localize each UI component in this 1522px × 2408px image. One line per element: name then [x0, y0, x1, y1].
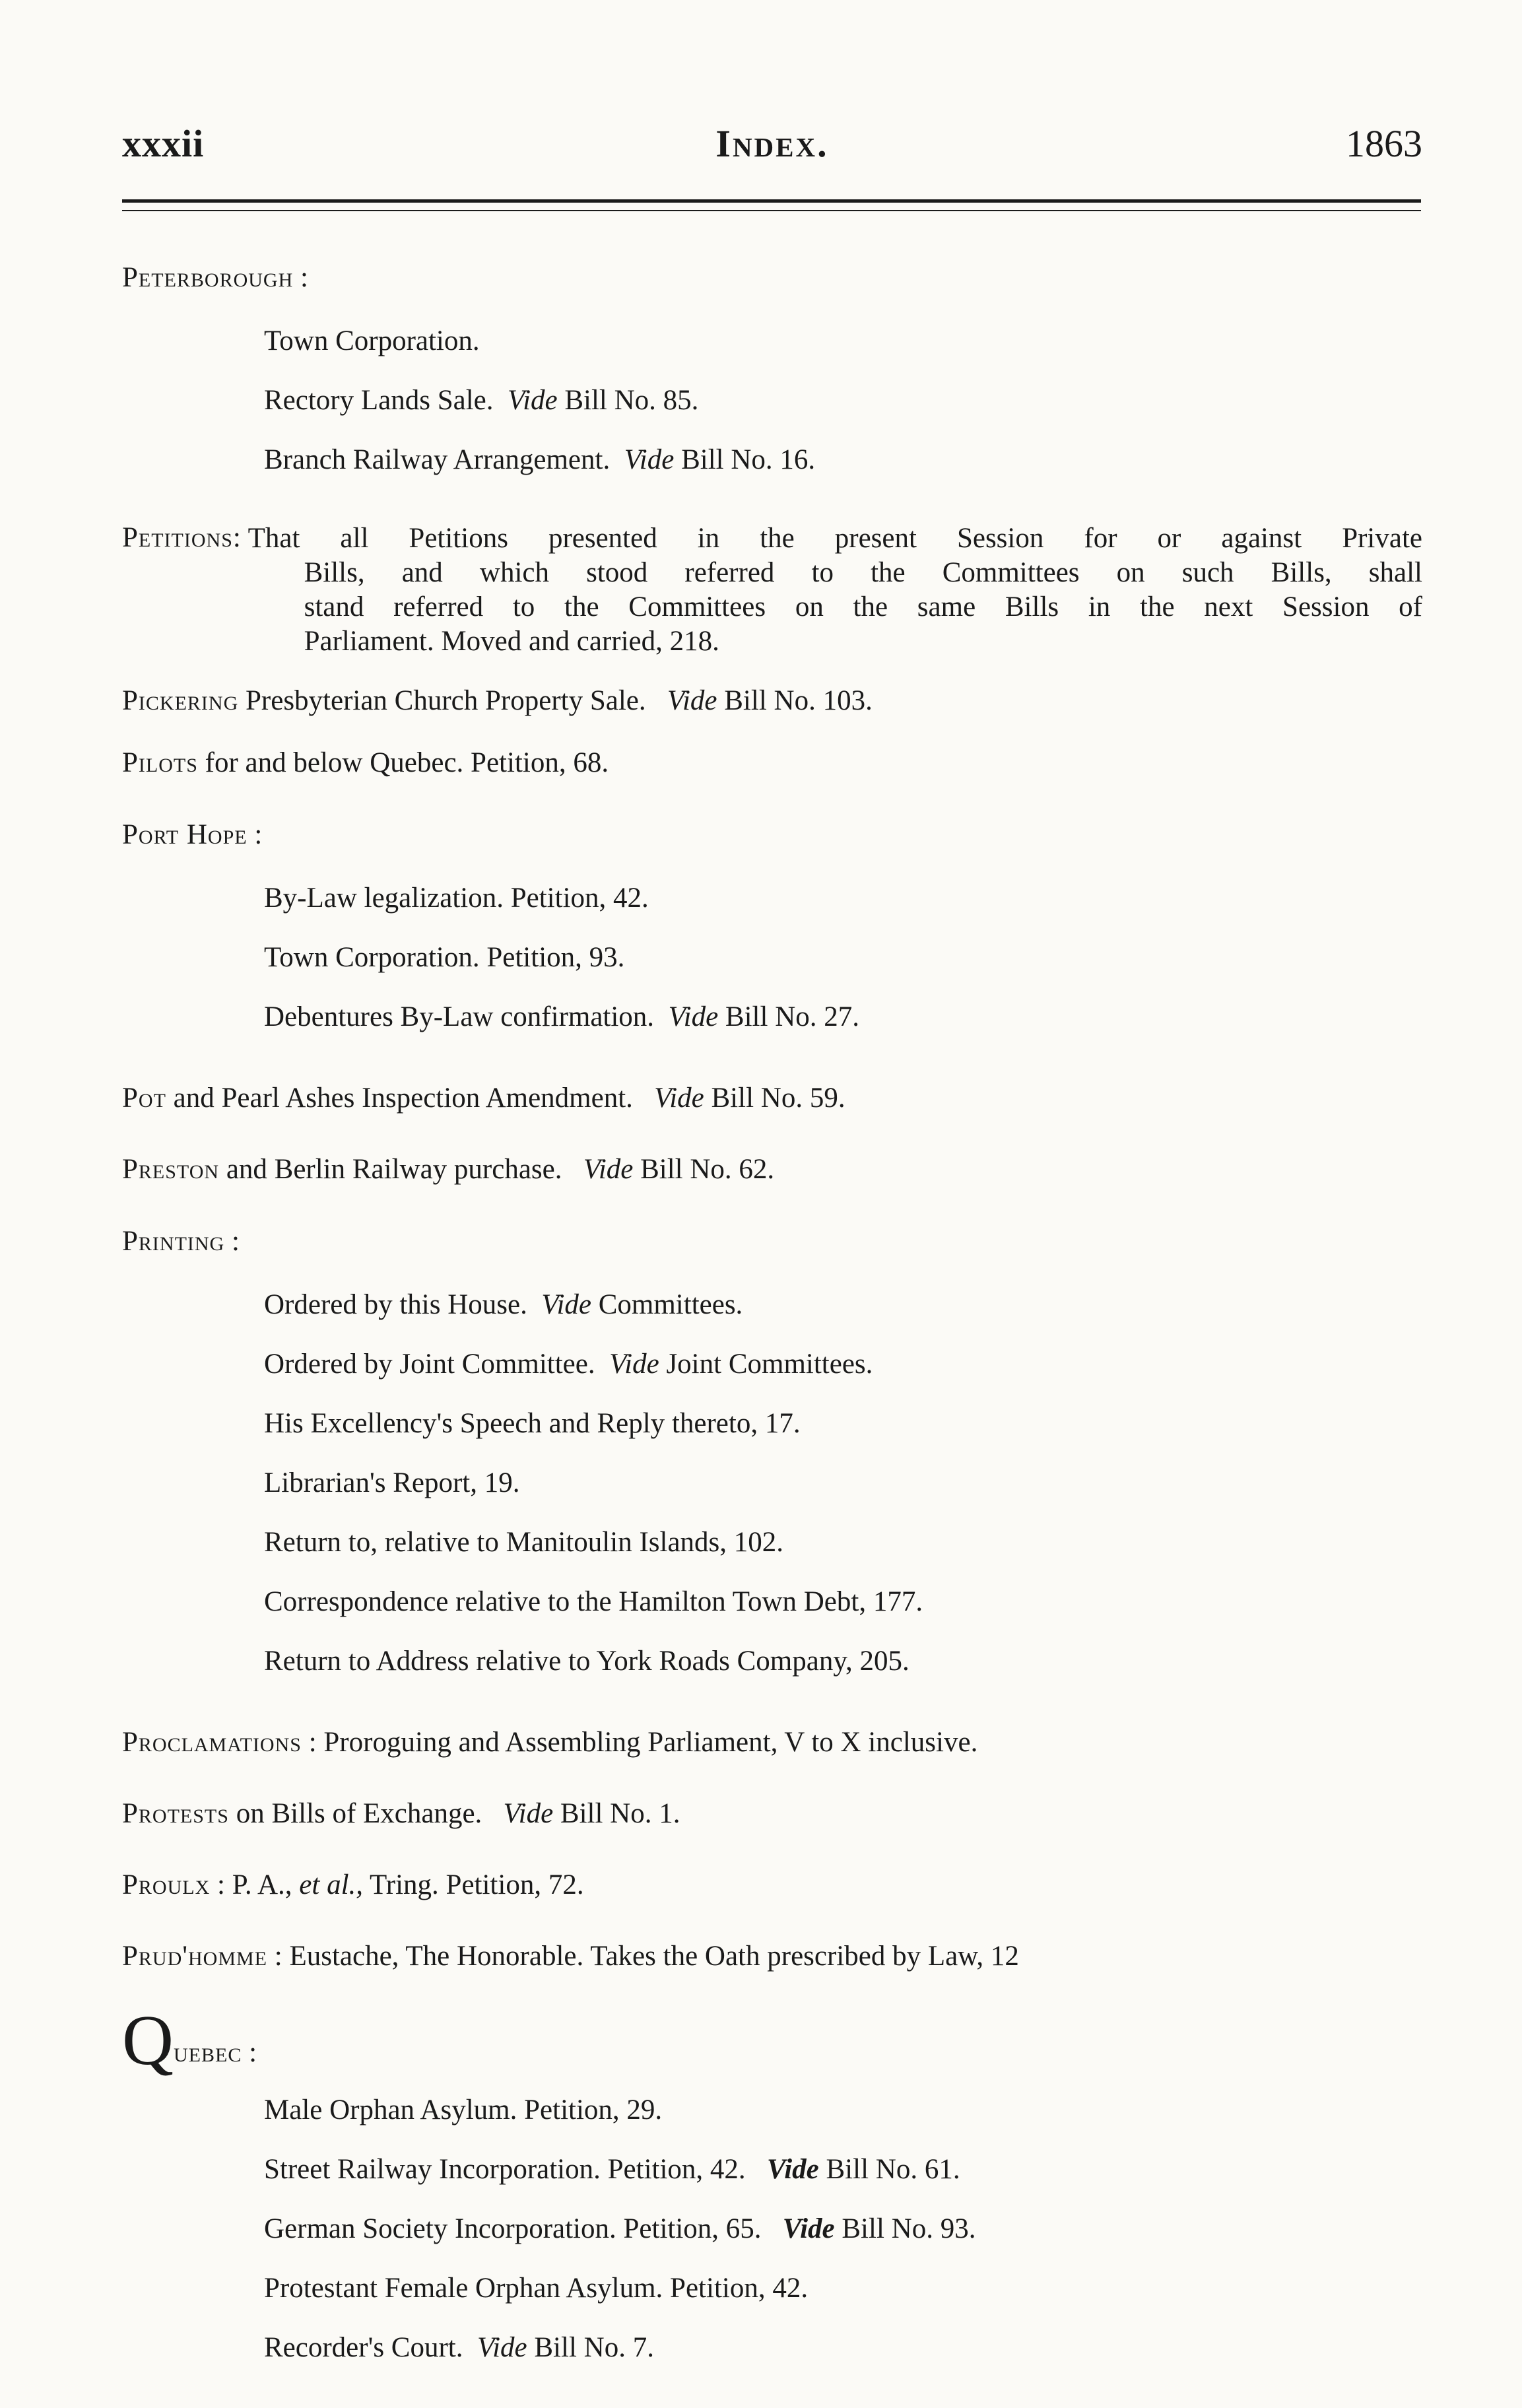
sub-entry-text: German Society Incorporation. Petition, 65. — [264, 2213, 762, 2244]
header-year: 1863 — [1346, 122, 1422, 165]
paragraph-line: Bills, and which stood referred to the Committees on such Bills, shall — [304, 557, 1422, 588]
vide-ref: Vide — [508, 385, 558, 416]
sub-entry — [122, 2259, 1422, 2318]
entry-text: Eustache, The Honorable. Takes the Oath prescribed by Law, 12 — [289, 1941, 1019, 1972]
entry-heading: Protests — [122, 1798, 229, 1829]
vide-ref: Vide — [668, 1001, 719, 1032]
entry-text: Tring. Petition, 72. — [370, 1869, 584, 1900]
entry-heading: Petitions — [122, 522, 233, 553]
entry-heading: uebec — [174, 2037, 242, 2068]
entry-pilots — [122, 743, 1422, 783]
entry-pickering — [122, 681, 1422, 721]
sub-entry — [122, 2318, 1422, 2378]
bill-ref: Bill No. 27. — [725, 1001, 859, 1032]
entry-proulx — [122, 1865, 1422, 1905]
entry-heading: Pickering — [122, 685, 239, 716]
sub-entry — [122, 430, 1422, 490]
header-rule-thin — [122, 210, 1421, 211]
sub-entry-text: By-Law legalization. Petition, 42. — [264, 883, 649, 914]
sub-entry-text: Male Orphan Asylum. Petition, 29. — [264, 2094, 663, 2125]
sub-entry — [122, 1454, 1422, 1513]
vide-ref: Vide — [782, 2213, 835, 2244]
vide-ref: Vide — [609, 1349, 659, 1380]
vide-ref: Vide — [624, 444, 675, 475]
vide-ref: Vide — [766, 2154, 819, 2185]
paragraph-line: Parliament. Moved and carried, 218. — [304, 626, 719, 657]
sub-entry — [122, 1394, 1422, 1454]
heading-colon: : — [308, 1727, 317, 1758]
sub-entry-text: Return to Address relative to York Roads Company, 205. — [264, 1646, 910, 1677]
sub-entry — [122, 1632, 1422, 1691]
entry-heading: Preston — [122, 1154, 220, 1185]
running-header — [122, 117, 1422, 170]
sub-entry — [122, 2140, 1422, 2199]
entry-heading: Proulx — [122, 1869, 211, 1900]
entry-heading: Pot — [122, 1083, 166, 1114]
entry-protests — [122, 1794, 1422, 1834]
sub-entry — [122, 1513, 1422, 1572]
entry-petitions — [122, 521, 1422, 659]
et-al: et al., — [299, 1869, 364, 1900]
bill-ref: Bill No. 1. — [560, 1798, 680, 1829]
sub-entry-text: Protestant Female Orphan Asylum. Petition, 42. — [264, 2273, 809, 2304]
entry-text: Presbyterian Church Property Sale. — [246, 685, 646, 716]
index-body — [122, 257, 1422, 2378]
bill-ref: Bill No. 59. — [711, 1083, 845, 1114]
page-number: xxxii — [122, 122, 205, 165]
entry-text: and Berlin Railway purchase. — [226, 1154, 562, 1185]
sub-entry — [122, 1335, 1422, 1394]
petitions-paragraph — [248, 521, 1422, 659]
vide-ref: Vide — [477, 2332, 527, 2363]
sub-entry-text: His Excellency's Speech and Reply thereto, 17. — [264, 1408, 801, 1439]
sub-entry-text: Rectory Lands Sale. — [264, 385, 494, 416]
entry-text: on Bills of Exchange. — [236, 1798, 482, 1829]
cross-ref: Joint Committees. — [666, 1349, 873, 1380]
bill-ref: Bill No. 93. — [842, 2213, 976, 2244]
entry-text: for and below Quebec. Petition, 68. — [205, 747, 609, 778]
heading-colon: : — [274, 1941, 282, 1972]
vide-ref: Vide — [541, 1289, 591, 1320]
vide-ref: Vide — [654, 1083, 704, 1114]
vide-ref: Vide — [503, 1798, 554, 1829]
paragraph-line: stand referred to the Committees on the same Bills in the next Session of — [304, 591, 1422, 622]
page-title: Index. — [715, 122, 829, 165]
sub-entry-text: Correspondence relative to the Hamilton Town Debt, 177. — [264, 1586, 923, 1617]
entry-peterborough — [122, 257, 1422, 490]
heading-colon: : — [300, 262, 308, 293]
sub-entry-text: Branch Railway Arrangement. — [264, 444, 611, 475]
entry-text: P. A., — [232, 1869, 292, 1900]
sub-entry-text: Ordered by Joint Committee. — [264, 1349, 595, 1380]
sub-entry — [122, 869, 1422, 928]
entry-prudhomme — [122, 1937, 1422, 1976]
sub-entry — [122, 1275, 1422, 1335]
sub-entry-text: Return to, relative to Manitoulin Islands, 102. — [264, 1527, 784, 1558]
entry-pot — [122, 1079, 1422, 1118]
bill-ref: Bill No. 61. — [826, 2154, 960, 2185]
bill-ref: Bill No. 62. — [640, 1154, 775, 1185]
entry-proclamations — [122, 1723, 1422, 1762]
heading-colon: : — [231, 1226, 240, 1257]
entry-heading: Printing — [122, 1226, 225, 1257]
entry-heading: Pilots — [122, 747, 198, 778]
bill-ref: Bill No. 103. — [724, 685, 873, 716]
entry-printing — [122, 1221, 1422, 1691]
vide-ref: Vide — [583, 1154, 634, 1185]
bill-ref: Bill No. 85. — [564, 385, 699, 416]
sub-entry-text: Ordered by this House. — [264, 1289, 527, 1320]
vide-ref: Vide — [667, 685, 717, 716]
cross-ref: Committees. — [598, 1289, 743, 1320]
sub-entry — [122, 371, 1422, 430]
sub-entry — [122, 928, 1422, 987]
sub-entry-text: Recorder's Court. — [264, 2332, 463, 2363]
sub-entry-text: Debentures By-Law confirmation. — [264, 1001, 655, 1032]
heading-colon: : — [254, 819, 263, 850]
heading-colon: : — [232, 522, 241, 553]
sub-entry — [122, 2081, 1422, 2140]
drop-initial: Q — [122, 2001, 174, 2080]
entry-heading: Port Hope — [122, 819, 248, 850]
sub-entry-text: Town Corporation. Petition, 93. — [264, 942, 625, 973]
sub-entry — [122, 1572, 1422, 1632]
entry-port-hope — [122, 815, 1422, 1047]
entry-preston — [122, 1150, 1422, 1189]
heading-colon: : — [217, 1869, 225, 1900]
sub-entry-text: Town Corporation. — [264, 325, 480, 356]
sub-entry-text: Librarian's Report, 19. — [264, 1467, 520, 1498]
sub-entry — [122, 2199, 1422, 2259]
bill-ref: Bill No. 7. — [534, 2332, 654, 2363]
heading-colon: : — [249, 2037, 257, 2068]
sub-entry — [122, 312, 1422, 371]
entry-heading: Proclamations — [122, 1727, 302, 1758]
bill-ref: Bill No. 16. — [681, 444, 816, 475]
paragraph-line: That all Petitions presented in the present Session for or against Private — [248, 523, 1422, 554]
entry-heading: Prud'homme — [122, 1941, 268, 1972]
entry-text: Proroguing and Assembling Parliament, V to X inclusive. — [323, 1727, 978, 1758]
sub-entry-text: Street Railway Incorporation. Petition, 42. — [264, 2154, 746, 2185]
header-rule-thick — [122, 199, 1421, 203]
sub-entry — [122, 987, 1422, 1047]
entry-text: and Pearl Ashes Inspection Amendment. — [173, 1083, 633, 1114]
entry-heading: Peterborough — [122, 262, 294, 293]
entry-quebec — [122, 2001, 1422, 2378]
